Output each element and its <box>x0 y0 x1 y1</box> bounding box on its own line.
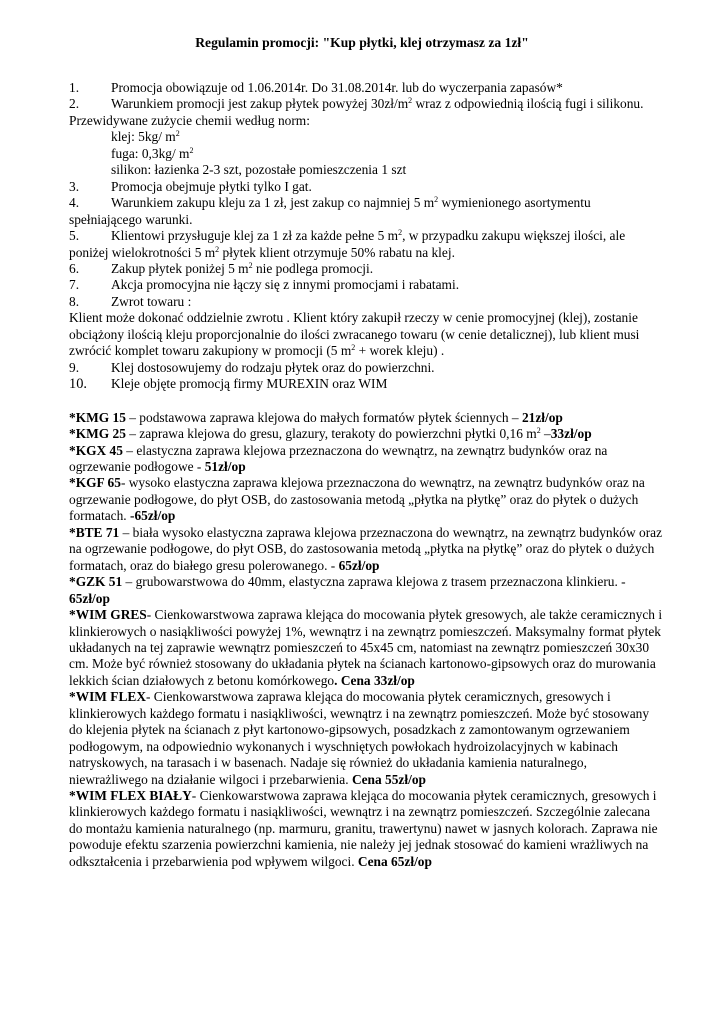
rule-item: 10. Kleje objęte promocją firmy MUREXIN oraz WIM <box>69 376 388 393</box>
product-entry: *KGX 45 – elastyczna zaprawa klejowa przeznaczona do wewnątrz, na zewnątrz budynków oraz na ogrzewanie podłogowe - 51zł/op <box>69 442 608 474</box>
rule-item: 5. Klientowi przysługuje klej za 1 zł za każde pełne 5 $m^2$, w przypadku zakupu większej ilości, ale poniżej wielokrotności 5 $m^2$ płytek klient otrzymuje 50% rabatu na klej. <box>69 228 626 260</box>
product-entry: *WIM GRES- Cienkowarstwowa zaprawa klejąca do mocowania płytek gresowych, ale także ceramicznych i klinkierowych o nasiąkliwości powyżej 1%, wewnątrz i na zewnątrz pomieszczeń. Maksymalny format płytek układanych na tej zaprawie wewnątrz pomieszczeń to 45x45 cm, natomiast na zewnątrz pomieszczeń 30x30 cm. Może być również stosowany do układania płytek na ścianach kartonowo-gipsowych oraz do murowania lekkich ścian działowych z betonu komórkowego. Cena 33zł/op <box>69 607 663 688</box>
product-entry: *WIM FLEX- Cienkowarstwowa zaprawa klejąca do mocowania płytek ceramicznych, gresowych i klinkierowych każdego formatu i nasiąkliwości, wewnątrz i na zewnątrz pomieszczeń. Może być stosowany do klejenia płytek na ścianach z płyt kartonowo-gipsowych, posadzkach z zamontowanym ogrzewaniem podłogowym, na odpowiednio wykonanych i wyschniętych powłokach hydroizolacyjnych w kabinach natryskowych, na tarasach i w basenach. Nadaje się również do układania kamienia naturalnego, niewrażliwego na działanie wilgoci i przebarwienia. Cena 55zł/op <box>69 689 650 787</box>
rule-item: 1. Promocja obowiązuje od 1.06.2014r. Do 31.08.2014r. lub do wyczerpania zapasów* <box>69 80 563 95</box>
rule-item: 3. Promocja obejmuje płytki tylko I gat. <box>69 178 312 194</box>
rule-continuation: Klient może dokonać oddzielnie zwrotu . Klient który zakupił rzeczy w cenie promocyjnej (klej), zostanie obciążony ilością kleju proporcjonalnie do ilości zwracanego towaru (w cenie detalicznej), lub klient musi zwrócić komplet towaru zakupiony w promocji (5 $m^2$ + worek kleju) . <box>69 310 640 359</box>
rule-item: 2. Warunkiem promocji jest zakup płytek powyżej $30zł/m^2$ wraz z odpowiednią ilością fugi i silikonu. <box>69 96 644 112</box>
rule-item: 7. Akcja promocyjna nie łączy się z innymi promocjami i rabatami. <box>69 277 460 293</box>
page-title: Regulamin promocji: "Kup płytki, klej otrzymasz za 1zł" <box>195 35 529 50</box>
norm-fuga: fuga: 0,3kg/ $m^2$ <box>111 145 194 161</box>
norm-silikon: silikon: łazienka 2-3 szt, pozostałe pomieszczenia 1 szt <box>111 162 407 178</box>
norm-klej: klej: 5kg/ $m^2$ <box>111 129 180 145</box>
rule-item: 8. Zwrot towaru : <box>69 293 192 309</box>
product-entry: *KGF 65- wysoko elastyczna zaprawa klejowa przeznaczona do wewnątrz, na zewnątrz budynków oraz na ogrzewanie podłogowe, do płyt OSB, do zastosowania metodą „płytka na płytkę” oraz do płytek o dużych formatach. -65zł/op <box>69 475 645 524</box>
rule-continuation: Przewidywane zużycie chemii według norm: <box>69 112 310 128</box>
product-entry: *KMG 25 – zaprawa klejowa do gresu, glazury, terakoty do powierzchni płytki 0,16 $m^2$ –33zł/op <box>69 426 592 442</box>
product-entry: *WIM FLEX BIAŁY- Cienkowarstwowa zaprawa klejąca do mocowania płytek ceramicznych, gresowych i klinkierowych każdego formatu i nasiąkliwości, wewnątrz i na zewnątrz pomieszczeń. Szczególnie zalecana do montażu kamienia naturalnego (np. marmuru, granitu, trawertynu) nawet w jasnych kolorach. Zaprawa nie powoduje efektu szarzenia powierzchni kamienia, nie należy jej jednak stosować do kamieni wrażliwych na odkształcenia i przebarwienia pod wpływem wilgoci. Cena 65zł/op <box>69 788 658 869</box>
product-entry: *BTE 71 – biała wysoko elastyczna zaprawa klejowa przeznaczona do wewnątrz, na zewnątrz budynków oraz na ogrzewanie podłogowe, do płyt OSB, do zastosowania metodą „płytka na płytkę” oraz do płytek o dużych formatach, oraz do białego gresu polerowanego. - 65zł/op <box>69 524 663 573</box>
rule-item: 4. Warunkiem zakupu kleju za 1 zł, jest zakup co najmniej 5 $m^2$ wymienionego asortymentu spełniającego warunki. <box>69 195 591 227</box>
rule-item: 6. Zakup płytek poniżej 5 $m^2$ nie podlega promocji. <box>69 260 374 276</box>
document-body <box>69 80 665 870</box>
rule-item: 9. Klej dostosowujemy do rodzaju płytek oraz do powierzchni. <box>69 359 435 375</box>
product-entry: *KMG 15 – podstawowa zaprawa klejowa do małych formatów płytek ściennych – 21zł/op <box>69 409 563 425</box>
spacer <box>69 393 665 410</box>
product-entry: *GZK 51 – grubowarstwowa do 40mm, elastyczna zaprawa klejowa z trasem przeznaczona klinkieru. - 65zł/op <box>69 574 626 606</box>
